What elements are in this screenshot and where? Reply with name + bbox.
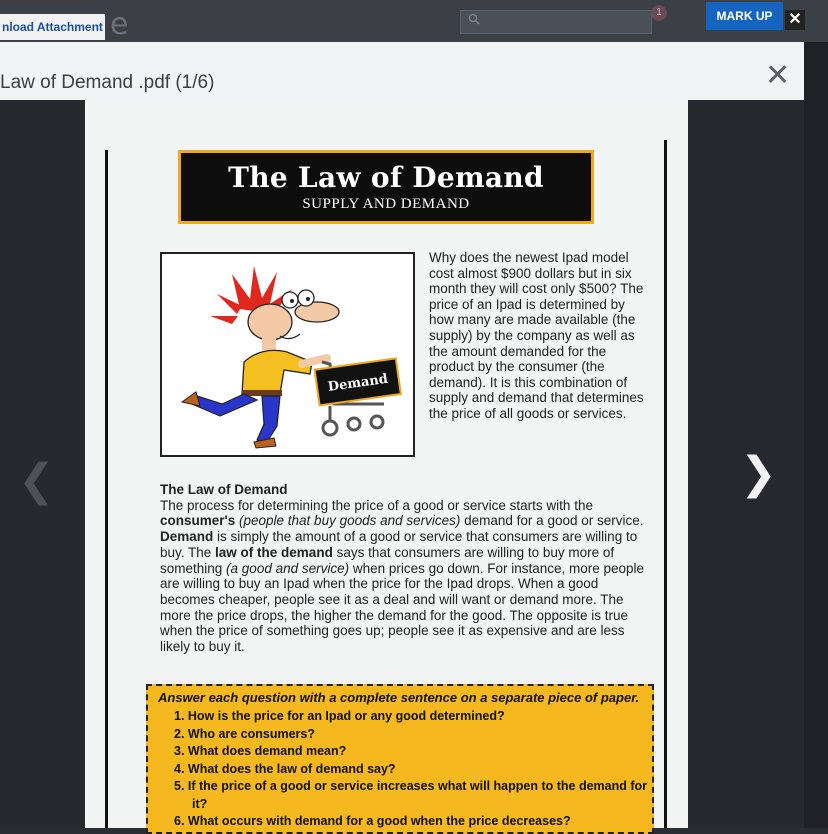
law-of-demand-section	[160, 482, 648, 655]
search-icon[interactable]	[468, 13, 480, 28]
body-text: demand for a good or service.	[460, 513, 644, 529]
body-italic: (a good and service)	[226, 560, 350, 576]
body-text: The process for determining the price of a good or service starts with the	[160, 497, 593, 513]
cart-sign-label: Demand	[327, 371, 389, 395]
section-heading: The Law of Demand	[160, 482, 288, 497]
questions-title: Answer each question with a complete sentence on a separate piece of paper.	[158, 690, 640, 705]
title-banner	[178, 150, 594, 224]
list-item: 4. What does the law of demand say?	[174, 761, 396, 776]
app-logo: e	[110, 7, 129, 42]
list-item: 1. How is the price for an Ipad or any good determined?	[174, 709, 505, 723]
list-item: 5. If the price of a good or service increases what will happen to the demand for it?	[174, 779, 648, 811]
list-item: 6. What occurs with demand for a good when the price decreases?	[174, 814, 571, 828]
body-text: says that consumers are willing to buy more of something	[160, 544, 615, 576]
body-italic: (people that buy goods and services)	[235, 513, 461, 529]
body-text: when prices go down. For instance, more people are willing to buy an Ipad when the price for the Ipad drops. When a good becomes cheaper, people see it as a deal and will want or demand more. The more the price drops, the higher the demand for the good. The opposite is true when the price of something goes up; people see it as expensive and are less likely to buy it.	[160, 560, 645, 655]
banner-subtitle: SUPPLY AND DEMAND	[302, 196, 470, 212]
shopping-cart-illustration	[160, 252, 415, 457]
body-text: is simply the amount of a good or service that consumers are willing to buy. The	[160, 529, 638, 560]
banner-title: The Law of Demand	[228, 161, 544, 194]
body-bold: law of the demand	[215, 544, 333, 560]
questions-box	[146, 684, 654, 834]
page-border-right	[664, 140, 667, 828]
chevron-right-icon[interactable]: ❯	[740, 448, 777, 499]
chevron-left-icon[interactable]: ❮	[18, 455, 55, 506]
close-viewer-icon[interactable]: ✕	[765, 58, 791, 93]
page-border-left	[105, 150, 108, 828]
questions-list	[158, 708, 648, 831]
viewer-edge	[804, 42, 828, 828]
body-bold: consumer's	[160, 513, 236, 529]
close-icon[interactable]: ✕	[785, 10, 805, 30]
intro-paragraph: Why does the newest Ipad model cost almost $900 dollars but in six month they will cost only $500? The price of an Ipad is determined by how many are made available (the supply) by the company as well as the amount demanded for the product by the consumer (the demand). It is this combination of supply and demand that determines the price of all goods or services.	[429, 250, 644, 421]
list-item: 2. Who are consumers?	[174, 726, 316, 741]
notification-badge[interactable]: 1	[651, 5, 667, 21]
download-attachment-button[interactable]: nload Attachment	[0, 14, 105, 40]
search-input[interactable]	[460, 10, 652, 34]
body-bold: Demand	[160, 529, 214, 545]
document-title: Law of Demand .pdf (1/6)	[0, 72, 215, 93]
list-item: 3. What does demand mean?	[174, 744, 347, 758]
mark-up-button[interactable]: MARK UP	[706, 2, 783, 30]
